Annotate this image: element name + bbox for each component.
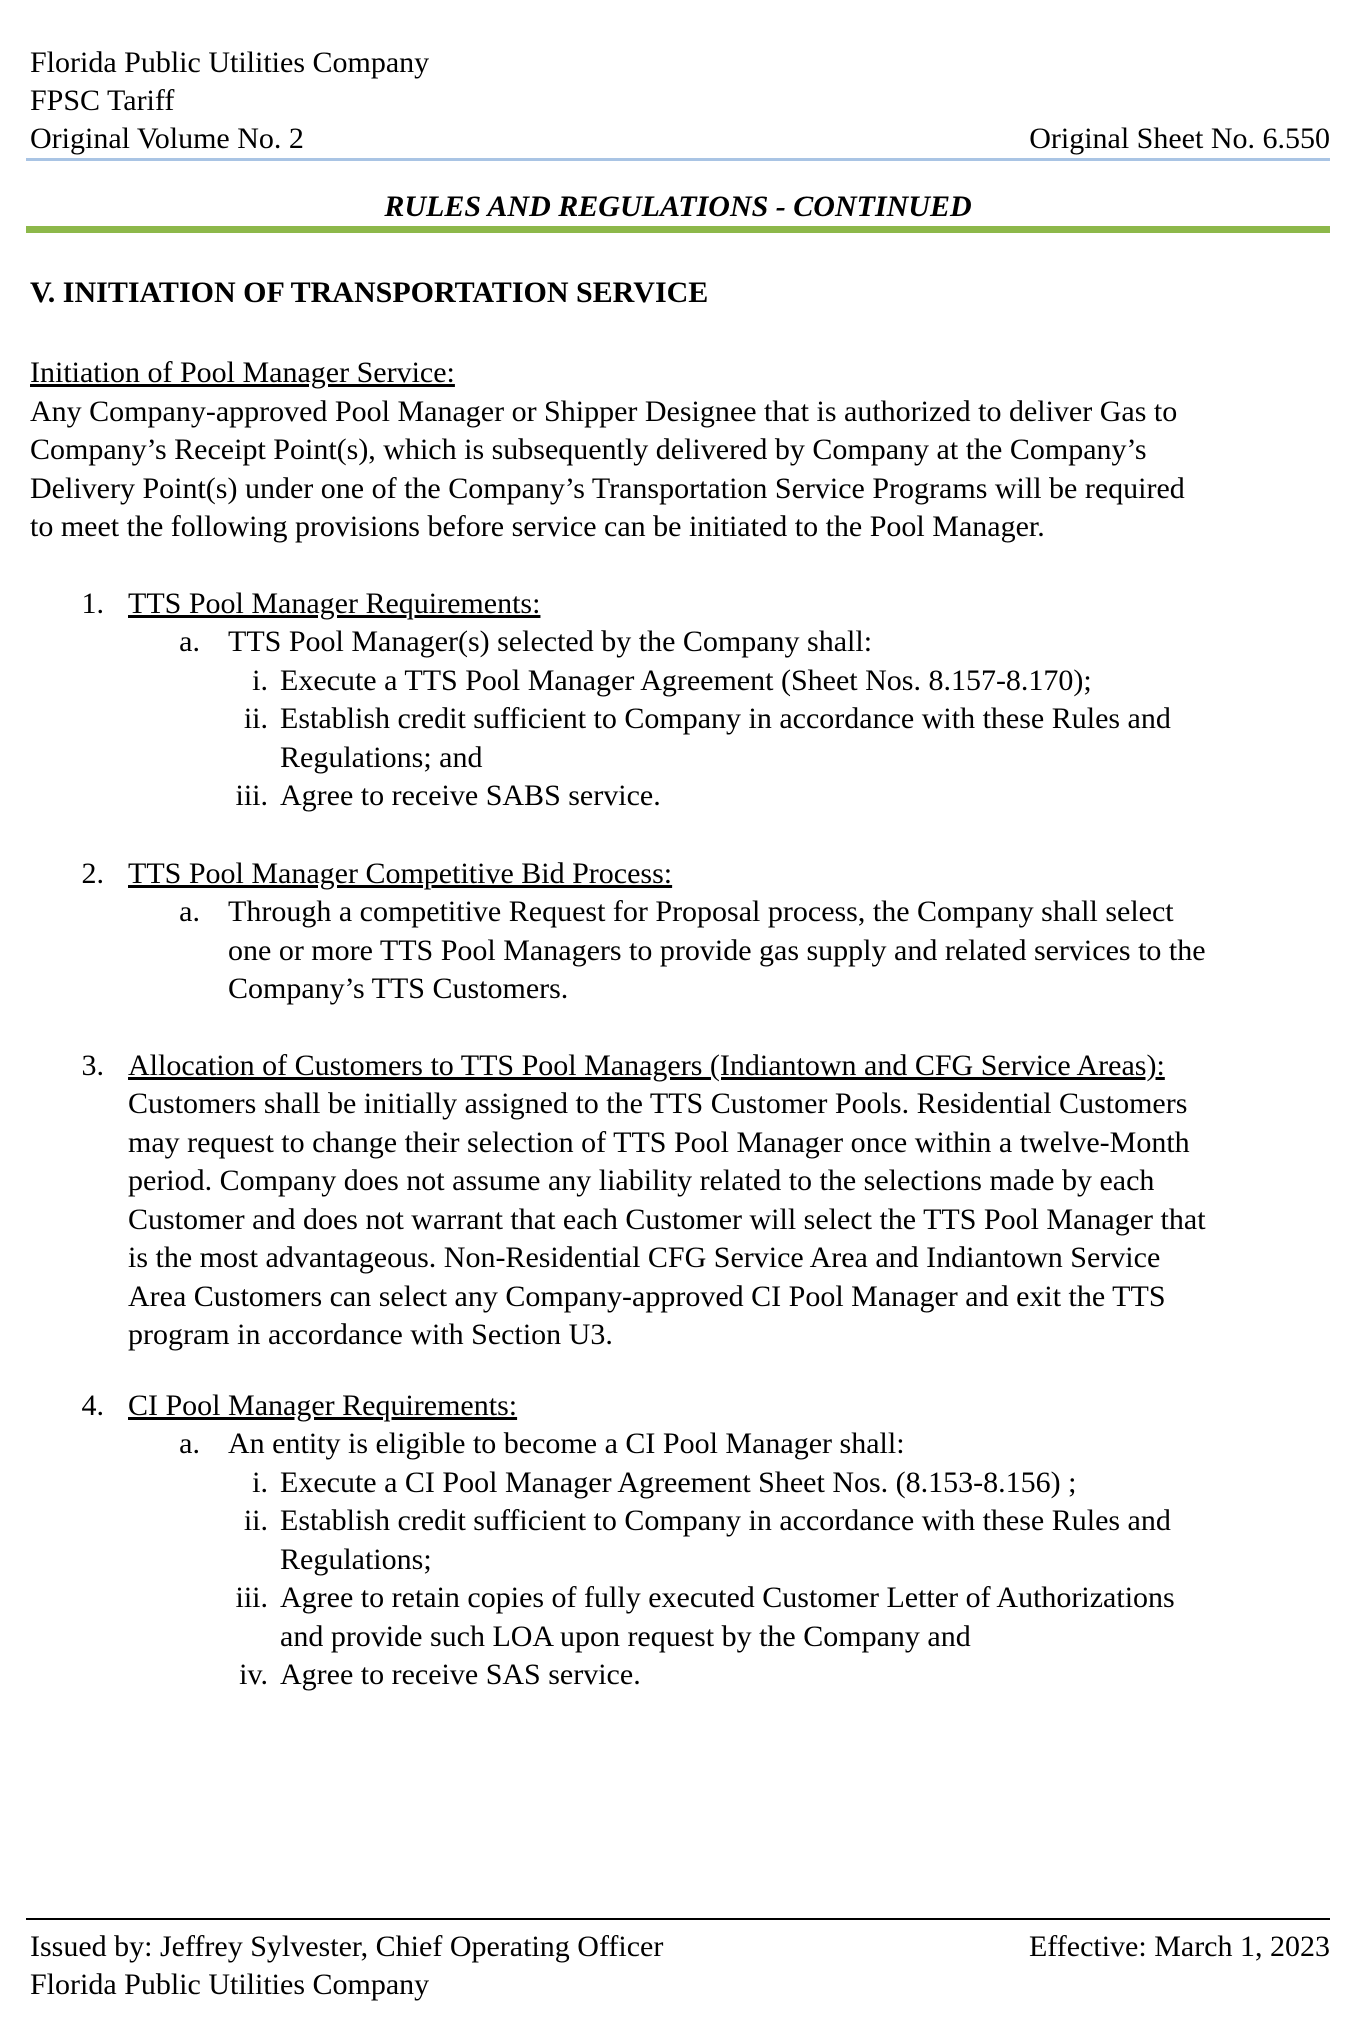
- footer-issued-by: Issued by: Jeffrey Sylvester, Chief Operating Officer: [30, 1930, 664, 1963]
- intro-line: Any Company-approved Pool Manager or Shipper Designee that is authorized to deliver Gas to: [30, 394, 1178, 428]
- item-text: Customer and does not warrant that each Customer will select the TTS Pool Manager that: [128, 1203, 1206, 1236]
- roman-label: ii.: [243, 1504, 268, 1537]
- sub-text: TTS Pool Manager(s) selected by the Company shall:: [228, 625, 873, 658]
- item-text: may request to change their selection of TTS Pool Manager once within a twelve-Month: [128, 1126, 1190, 1159]
- item-text: Customers shall be initially assigned to the TTS Customer Pools. Residential Customers: [128, 1087, 1188, 1120]
- roman-text: Regulations;: [280, 1543, 432, 1576]
- sub-label: a.: [179, 625, 200, 658]
- item-heading: TTS Pool Manager Competitive Bid Process:: [128, 857, 673, 890]
- intro-line: Company’s Receipt Point(s), which is subsequently delivered by Company at the Company’s: [30, 433, 1147, 466]
- rules-title: RULES AND REGULATIONS - CONTINUED: [384, 190, 972, 223]
- intro-heading: Initiation of Pool Manager Service:: [30, 356, 455, 389]
- header-volume: Original Volume No. 2: [30, 122, 304, 155]
- item-number: 3.: [81, 1049, 104, 1082]
- item-text: is the most advantageous. Non-Residential CFG Service Area and Indiantown Service: [128, 1241, 1161, 1274]
- roman-text: Establish credit sufficient to Company in accordance with these Rules and: [280, 702, 1171, 735]
- header-tariff: FPSC Tariff: [30, 84, 175, 117]
- header-sheet-number: Original Sheet No. 6.550: [1029, 122, 1330, 155]
- roman-label: ii.: [243, 702, 268, 735]
- roman-text: Agree to receive SABS service.: [280, 779, 661, 812]
- sub-label: a.: [179, 895, 200, 928]
- item-text: program in accordance with Section U3.: [128, 1318, 613, 1351]
- footer-divider: [26, 1918, 1330, 1920]
- item-text: Area Customers can select any Company-approved CI Pool Manager and exit the TTS: [128, 1280, 1166, 1313]
- roman-label: iii.: [235, 1581, 268, 1614]
- intro-block: [30, 354, 1185, 547]
- sub-text: one or more TTS Pool Managers to provide gas supply and related services to the: [228, 934, 1206, 967]
- item-heading: Allocation of Customers to TTS Pool Managers (Indiantown and CFG Service Areas):: [128, 1049, 1165, 1082]
- roman-label: i.: [252, 1466, 268, 1499]
- intro-line: Delivery Point(s) under one of the Company’s Transportation Service Programs will be required: [30, 471, 1185, 505]
- roman-text: Establish credit sufficient to Company in accordance with these Rules and: [280, 1504, 1171, 1537]
- roman-text: Regulations; and: [280, 741, 483, 774]
- footer-company: Florida Public Utilities Company: [30, 1968, 430, 2001]
- intro-line: to meet the following provisions before service can be initiated to the Pool Manager.: [30, 510, 1045, 543]
- roman-text: Agree to retain copies of fully executed Customer Letter of Authorizations: [280, 1581, 1175, 1614]
- roman-text: Execute a CI Pool Manager Agreement Sheet Nos. (8.153-8.156) ;: [280, 1466, 1077, 1499]
- roman-label: iii.: [235, 779, 268, 812]
- sub-text: Through a competitive Request for Proposal process, the Company shall select: [228, 895, 1174, 928]
- item-heading: TTS Pool Manager Requirements:: [128, 587, 541, 620]
- header-company: Florida Public Utilities Company: [30, 46, 430, 79]
- item-number: 4.: [81, 1389, 104, 1422]
- item-number: 2.: [81, 857, 104, 890]
- title-divider: [26, 226, 1330, 233]
- roman-label: iv.: [239, 1658, 268, 1691]
- item-heading: CI Pool Manager Requirements:: [128, 1389, 518, 1422]
- sub-text: An entity is eligible to become a CI Pool Manager shall:: [228, 1427, 905, 1460]
- roman-label: i.: [252, 664, 268, 697]
- roman-text: Agree to receive SAS service.: [280, 1658, 641, 1691]
- sub-label: a.: [179, 1427, 200, 1460]
- header-divider: [26, 158, 1330, 161]
- roman-text: Execute a TTS Pool Manager Agreement (Sheet Nos. 8.157-8.170);: [280, 664, 1092, 697]
- item-text: period. Company does not assume any liability related to the selections made by each: [128, 1164, 1155, 1197]
- roman-text: and provide such LOA upon request by the Company and: [280, 1620, 971, 1653]
- sub-text: Company’s TTS Customers.: [228, 972, 569, 1005]
- section-title: V. INITIATION OF TRANSPORTATION SERVICE: [30, 276, 709, 309]
- footer-effective-date: Effective: March 1, 2023: [1028, 1930, 1330, 1963]
- item-number: 1.: [81, 587, 104, 620]
